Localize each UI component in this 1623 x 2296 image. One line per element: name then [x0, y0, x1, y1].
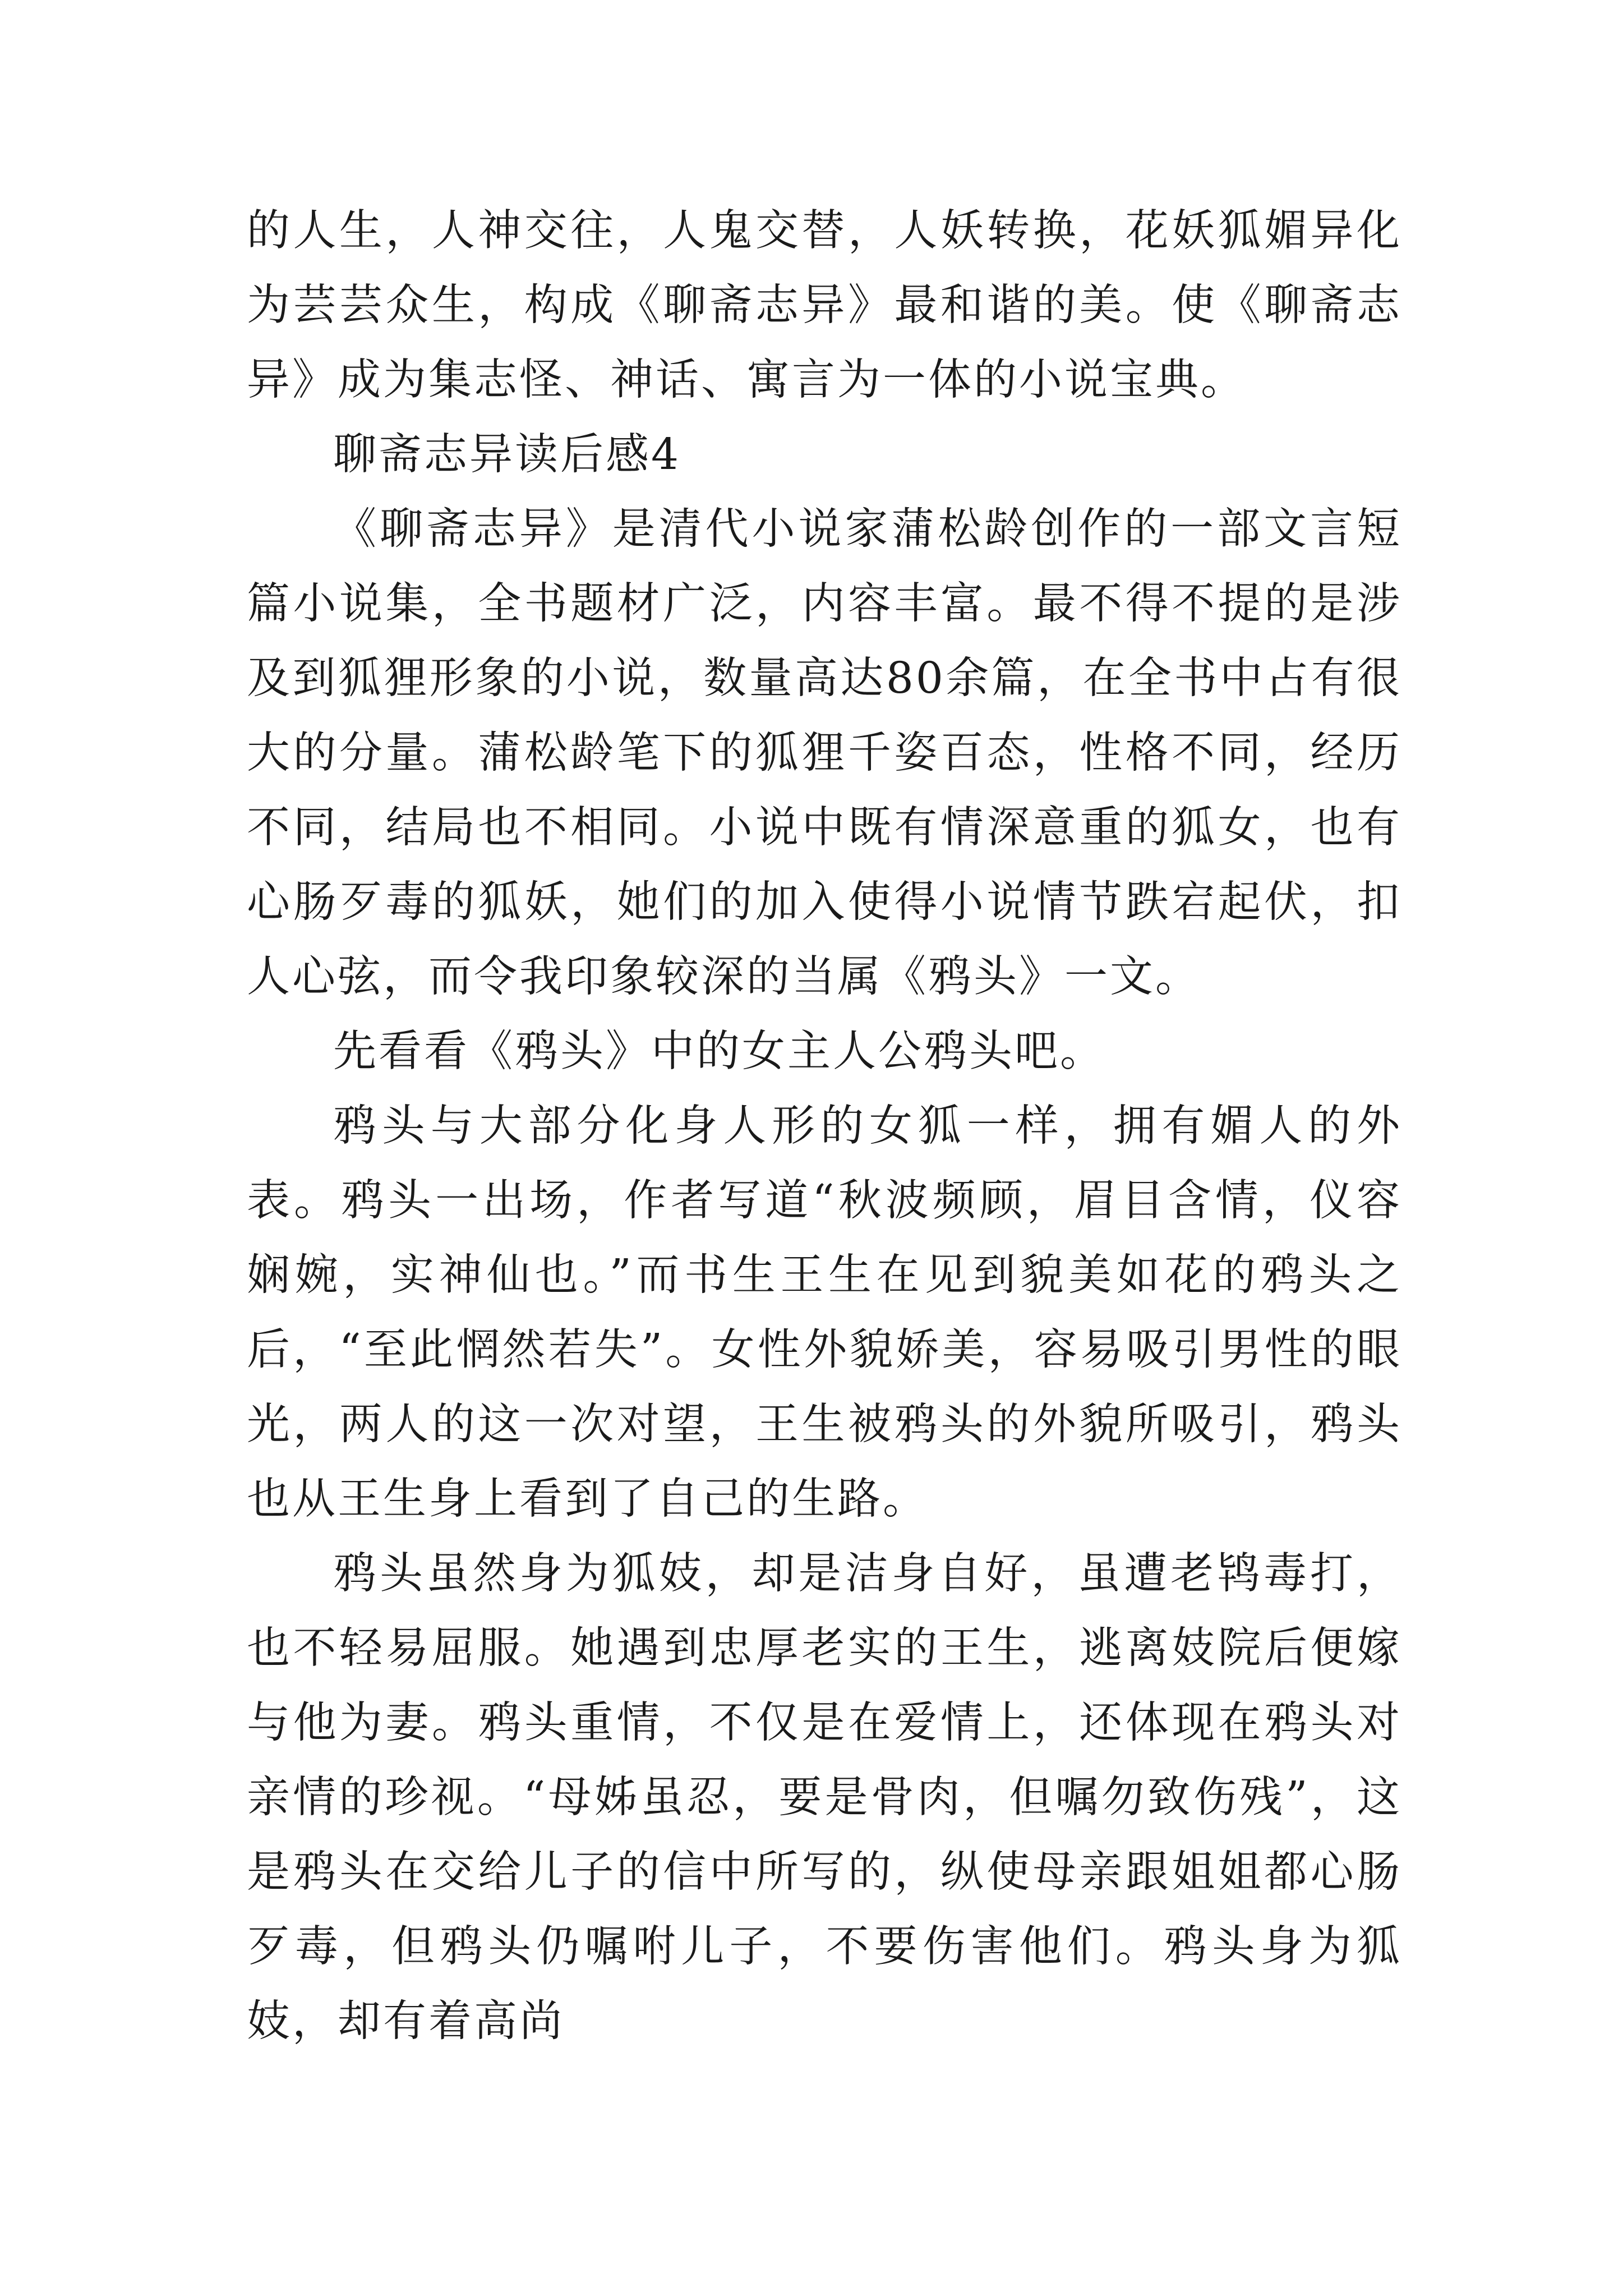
paragraph-5: 鸦头与大部分化身人形的女狐一样，拥有媚人的外表。鸦头一出场，作者写道“秋波频顾，眉目含情，仪容娴婉，实神仙也。”而书生王生在见到貌美如花的鸦头之后，“至此惘然若失”。女性外貌娇美，容易吸引男性的眼光，两人的这一次对望，王生被鸦头的外貌所吸引，鸦头也从王生身上看到了自己的生路。: [247, 1101, 1402, 1524]
document-body: [247, 194, 1402, 2059]
paragraph-1: 的人生，人神交往，人鬼交替，人妖转换，花妖狐媚异化为芸芸众生，构成《聊斋志异》最和谐的美。使《聊斋志异》成为集志怪、神话、寓言为一体的小说宝典。: [247, 206, 1402, 405]
paragraph-4: 先看看《鸦头》中的女主人公鸦头吧。: [333, 1027, 1105, 1076]
paragraph-6: 鸦头虽然身为狐妓，却是洁身自好，虽遭老鸨毒打，也不轻易屈服。她遇到忠厚老实的王生，逃离妓院后便嫁与他为妻。鸦头重情，不仅是在爱情上，还体现在鸦头对亲情的珍视。“母姊虽忍，要是骨肉，但嘱勿致伤残”，这是鸦头在交给儿子的信中所写的，纵使母亲跟姐姐都心肠歹毒，但鸦头仍嘱咐儿子，不要伤害他们。鸦头身为狐妓，却有着高尚: [247, 1549, 1402, 2046]
paragraph-3: 《聊斋志异》是清代小说家蒲松龄创作的一部文言短篇小说集，全书题材广泛，内容丰富。最不得不提的是涉及到狐狸形象的小说，数量高达80余篇，在全书中占有很大的分量。蒲松龄笔下的狐狸千姿百态，性格不同，经历不同，结局也不相同。小说中既有情深意重的狐女，也有心肠歹毒的狐妖，她们的加入使得小说情节跌宕起伏，扣人心弦，而令我印象较深的当属《鸦头》一文。: [247, 504, 1402, 1002]
section-heading: 聊斋志异读后感4: [333, 430, 681, 480]
